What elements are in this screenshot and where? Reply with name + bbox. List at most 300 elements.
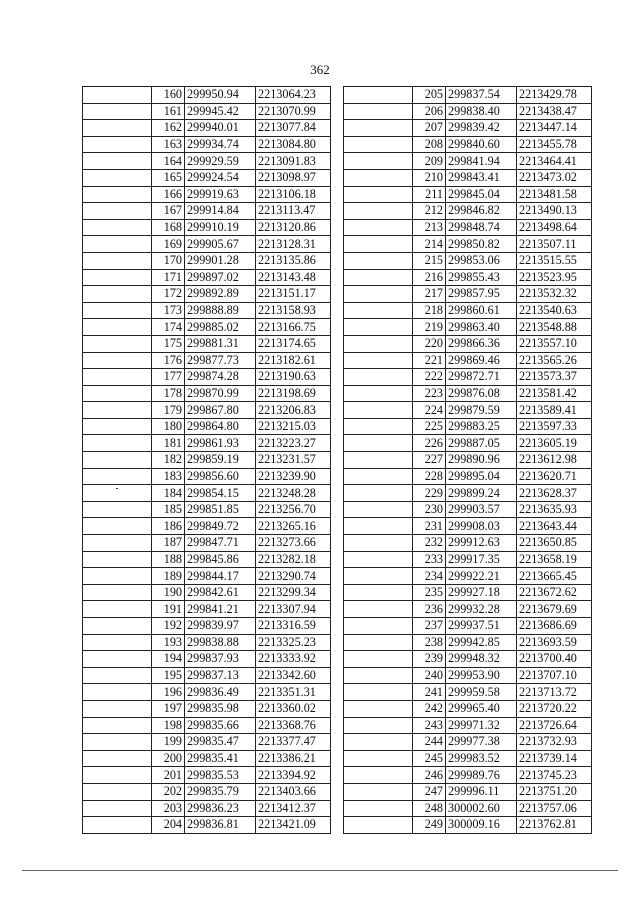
- x-coordinate-cell: 299888.89: [185, 302, 256, 319]
- y-coordinate-cell: 2213333.92: [256, 651, 331, 668]
- y-coordinate-cell: 2213490.13: [517, 203, 592, 220]
- y-coordinate-cell: 2213386.21: [256, 750, 331, 767]
- point-number-cell: 245: [413, 750, 446, 767]
- blank-cell: [83, 717, 152, 734]
- table-row: [83, 219, 331, 236]
- table-row: [83, 385, 331, 402]
- table-row: [344, 153, 592, 170]
- table-row: [344, 485, 592, 502]
- blank-cell: [344, 186, 413, 203]
- blank-cell: [344, 435, 413, 452]
- y-coordinate-cell: 2213256.70: [256, 501, 331, 518]
- x-coordinate-cell: 299890.96: [446, 452, 517, 469]
- table-row: [344, 252, 592, 269]
- point-number-cell: 236: [413, 601, 446, 618]
- x-coordinate-cell: 299836.23: [185, 800, 256, 817]
- y-coordinate-cell: 2213498.64: [517, 219, 592, 236]
- table-row: [344, 335, 592, 352]
- x-coordinate-cell: 299895.04: [446, 468, 517, 485]
- x-coordinate-cell: 299853.06: [446, 252, 517, 269]
- table-row: [83, 535, 331, 552]
- x-coordinate-cell: 299836.49: [185, 684, 256, 701]
- y-coordinate-cell: 2213751.20: [517, 783, 592, 800]
- table-row: [344, 286, 592, 303]
- point-number-cell: 201: [152, 767, 185, 784]
- point-number-cell: 225: [413, 418, 446, 435]
- point-number-cell: 210: [413, 169, 446, 186]
- y-coordinate-cell: 2213713.72: [517, 684, 592, 701]
- y-coordinate-cell: 2213628.37: [517, 485, 592, 502]
- x-coordinate-cell: 300002.60: [446, 800, 517, 817]
- blank-cell: [344, 651, 413, 668]
- table-row: [83, 468, 331, 485]
- blank-cell: [344, 601, 413, 618]
- y-coordinate-cell: 2213548.88: [517, 319, 592, 336]
- table-row: [83, 186, 331, 203]
- y-coordinate-cell: 2213307.94: [256, 601, 331, 618]
- blank-cell: [344, 87, 413, 104]
- table-row: [344, 452, 592, 469]
- table-row: [83, 402, 331, 419]
- y-coordinate-cell: 2213473.02: [517, 169, 592, 186]
- point-number-cell: 221: [413, 352, 446, 369]
- blank-cell: [344, 352, 413, 369]
- table-row: [83, 352, 331, 369]
- x-coordinate-cell: 299835.47: [185, 734, 256, 751]
- y-coordinate-cell: 2213128.31: [256, 236, 331, 253]
- y-coordinate-cell: 2213206.83: [256, 402, 331, 419]
- blank-cell: [344, 584, 413, 601]
- table-row: [344, 169, 592, 186]
- blank-cell: [344, 369, 413, 386]
- table-row: [83, 252, 331, 269]
- blank-cell: [83, 601, 152, 618]
- y-coordinate-cell: 2213421.09: [256, 817, 331, 834]
- blank-cell: [344, 700, 413, 717]
- table-row: [344, 800, 592, 817]
- x-coordinate-cell: 299912.63: [446, 535, 517, 552]
- table-row: [344, 684, 592, 701]
- y-coordinate-cell: 2213377.47: [256, 734, 331, 751]
- blank-cell: [344, 169, 413, 186]
- table-row: [83, 136, 331, 153]
- x-coordinate-cell: 299903.57: [446, 501, 517, 518]
- blank-cell: [344, 153, 413, 170]
- table-row: [83, 418, 331, 435]
- y-coordinate-cell: 2213447.14: [517, 120, 592, 137]
- blank-cell: [344, 418, 413, 435]
- point-number-cell: 197: [152, 700, 185, 717]
- x-coordinate-cell: 299857.95: [446, 286, 517, 303]
- point-number-cell: 174: [152, 319, 185, 336]
- point-number-cell: 215: [413, 252, 446, 269]
- blank-cell: [344, 767, 413, 784]
- point-number-cell: 168: [152, 219, 185, 236]
- y-coordinate-cell: 2213316.59: [256, 618, 331, 635]
- y-coordinate-cell: 2213070.99: [256, 103, 331, 120]
- point-number-cell: 214: [413, 236, 446, 253]
- x-coordinate-cell: 299877.73: [185, 352, 256, 369]
- x-coordinate-cell: 299959.58: [446, 684, 517, 701]
- point-number-cell: 233: [413, 551, 446, 568]
- point-number-cell: 217: [413, 286, 446, 303]
- blank-cell: [83, 568, 152, 585]
- x-coordinate-cell: 299927.18: [446, 584, 517, 601]
- table-row: [83, 750, 331, 767]
- x-coordinate-cell: 299856.60: [185, 468, 256, 485]
- table-row: [83, 203, 331, 220]
- x-coordinate-cell: 299971.32: [446, 717, 517, 734]
- blank-cell: [83, 800, 152, 817]
- table-row: [344, 634, 592, 651]
- point-number-cell: 249: [413, 817, 446, 834]
- y-coordinate-cell: 2213745.23: [517, 767, 592, 784]
- blank-cell: [83, 402, 152, 419]
- y-coordinate-cell: 2213686.69: [517, 618, 592, 635]
- blank-cell: [344, 518, 413, 535]
- x-coordinate-cell: 299953.90: [446, 667, 517, 684]
- y-coordinate-cell: 2213455.78: [517, 136, 592, 153]
- point-number-cell: 230: [413, 501, 446, 518]
- table-row: [83, 651, 331, 668]
- blank-cell: [83, 767, 152, 784]
- point-number-cell: 207: [413, 120, 446, 137]
- point-number-cell: 199: [152, 734, 185, 751]
- y-coordinate-cell: 2213265.16: [256, 518, 331, 535]
- blank-cell: [344, 717, 413, 734]
- point-number-cell: 179: [152, 402, 185, 419]
- table-row: [344, 783, 592, 800]
- point-number-cell: 234: [413, 568, 446, 585]
- x-coordinate-cell: 299885.02: [185, 319, 256, 336]
- point-number-cell: 181: [152, 435, 185, 452]
- x-coordinate-cell: 299838.88: [185, 634, 256, 651]
- point-number-cell: 163: [152, 136, 185, 153]
- table-row: [83, 335, 331, 352]
- y-coordinate-cell: 2213198.69: [256, 385, 331, 402]
- blank-cell: [83, 535, 152, 552]
- table-row: [83, 87, 331, 104]
- x-coordinate-cell: 299908.03: [446, 518, 517, 535]
- x-coordinate-cell: 299854.15: [185, 485, 256, 502]
- blank-cell: [344, 136, 413, 153]
- table-row: [83, 734, 331, 751]
- x-coordinate-cell: 299940.01: [185, 120, 256, 137]
- blank-cell: [83, 700, 152, 717]
- x-coordinate-cell: 299855.43: [446, 269, 517, 286]
- point-number-cell: 183: [152, 468, 185, 485]
- y-coordinate-cell: 2213679.69: [517, 601, 592, 618]
- table-row: [344, 385, 592, 402]
- table-row: [344, 269, 592, 286]
- y-coordinate-cell: 2213540.63: [517, 302, 592, 319]
- point-number-cell: 184: [152, 485, 185, 502]
- blank-cell: [344, 783, 413, 800]
- y-coordinate-cell: 2213515.55: [517, 252, 592, 269]
- table-row: [83, 518, 331, 535]
- blank-cell: [83, 584, 152, 601]
- table-row: [83, 501, 331, 518]
- table-row: [344, 568, 592, 585]
- table-row: [83, 601, 331, 618]
- table-row: [83, 783, 331, 800]
- x-coordinate-cell: 299864.80: [185, 418, 256, 435]
- x-coordinate-cell: 299965.40: [446, 700, 517, 717]
- table-row: [344, 219, 592, 236]
- blank-cell: [344, 501, 413, 518]
- point-number-cell: 191: [152, 601, 185, 618]
- blank-cell: [344, 667, 413, 684]
- table-row: [344, 352, 592, 369]
- x-coordinate-cell: 299837.93: [185, 651, 256, 668]
- x-coordinate-cell: 299863.40: [446, 319, 517, 336]
- blank-cell: [344, 385, 413, 402]
- table-row: [344, 518, 592, 535]
- table-row: [344, 435, 592, 452]
- point-number-cell: 190: [152, 584, 185, 601]
- y-coordinate-cell: 2213325.23: [256, 634, 331, 651]
- y-coordinate-cell: 2213098.97: [256, 169, 331, 186]
- x-coordinate-cell: 299883.25: [446, 418, 517, 435]
- blank-cell: [344, 551, 413, 568]
- point-number-cell: 177: [152, 369, 185, 386]
- y-coordinate-cell: 2213739.14: [517, 750, 592, 767]
- table-row: [344, 203, 592, 220]
- blank-cell: [83, 684, 152, 701]
- y-coordinate-cell: 2213158.93: [256, 302, 331, 319]
- blank-cell: [83, 468, 152, 485]
- y-coordinate-cell: 2213732.93: [517, 734, 592, 751]
- x-coordinate-cell: 299937.51: [446, 618, 517, 635]
- table-row: [83, 169, 331, 186]
- blank-cell: [83, 153, 152, 170]
- blank-cell: [344, 120, 413, 137]
- point-number-cell: 166: [152, 186, 185, 203]
- y-coordinate-cell: 2213635.93: [517, 501, 592, 518]
- table-row: [344, 817, 592, 834]
- blank-cell: [83, 734, 152, 751]
- table-row: [344, 601, 592, 618]
- x-coordinate-cell: 300009.16: [446, 817, 517, 834]
- table-row: [83, 302, 331, 319]
- blank-cell: [344, 319, 413, 336]
- y-coordinate-cell: 2213174.65: [256, 335, 331, 352]
- table-row: [83, 236, 331, 253]
- x-coordinate-cell: 299881.31: [185, 335, 256, 352]
- y-coordinate-cell: 2213084.80: [256, 136, 331, 153]
- blank-cell: [83, 87, 152, 104]
- table-row: [344, 501, 592, 518]
- y-coordinate-cell: 2213342.60: [256, 667, 331, 684]
- x-coordinate-cell: 299835.41: [185, 750, 256, 767]
- y-coordinate-cell: 2213223.27: [256, 435, 331, 452]
- y-coordinate-cell: 2213700.40: [517, 651, 592, 668]
- x-coordinate-cell: 299905.67: [185, 236, 256, 253]
- blank-cell: [83, 120, 152, 137]
- y-coordinate-cell: 2213643.44: [517, 518, 592, 535]
- blank-cell: [344, 252, 413, 269]
- x-coordinate-cell: 299922.21: [446, 568, 517, 585]
- blank-cell: [83, 369, 152, 386]
- y-coordinate-cell: 2213597.33: [517, 418, 592, 435]
- x-coordinate-cell: 299838.40: [446, 103, 517, 120]
- x-coordinate-cell: 299861.93: [185, 435, 256, 452]
- blank-cell: [344, 219, 413, 236]
- table-row: [83, 369, 331, 386]
- x-coordinate-cell: 299835.79: [185, 783, 256, 800]
- y-coordinate-cell: 2213368.76: [256, 717, 331, 734]
- point-number-cell: 219: [413, 319, 446, 336]
- y-coordinate-cell: 2213412.37: [256, 800, 331, 817]
- x-coordinate-cell: 299851.85: [185, 501, 256, 518]
- table-row: [83, 584, 331, 601]
- point-number-cell: 189: [152, 568, 185, 585]
- table-row: [83, 551, 331, 568]
- y-coordinate-cell: 2213394.92: [256, 767, 331, 784]
- y-coordinate-cell: 2213351.31: [256, 684, 331, 701]
- x-coordinate-cell: 299910.19: [185, 219, 256, 236]
- blank-cell: [83, 186, 152, 203]
- point-number-cell: 228: [413, 468, 446, 485]
- page-number: 362: [310, 62, 330, 77]
- blank-cell: [83, 385, 152, 402]
- x-coordinate-cell: 299887.05: [446, 435, 517, 452]
- y-coordinate-cell: 2213532.32: [517, 286, 592, 303]
- y-coordinate-cell: 2213282.18: [256, 551, 331, 568]
- point-number-cell: 248: [413, 800, 446, 817]
- table-row: [83, 319, 331, 336]
- y-coordinate-cell: 2213707.10: [517, 667, 592, 684]
- point-number-cell: 161: [152, 103, 185, 120]
- x-coordinate-cell: 299989.76: [446, 767, 517, 784]
- point-number-cell: 193: [152, 634, 185, 651]
- y-coordinate-cell: 2213523.95: [517, 269, 592, 286]
- table-row: [83, 153, 331, 170]
- x-coordinate-cell: 299848.74: [446, 219, 517, 236]
- x-coordinate-cell: 299841.21: [185, 601, 256, 618]
- point-number-cell: 216: [413, 269, 446, 286]
- x-coordinate-cell: 299867.80: [185, 402, 256, 419]
- point-number-cell: 172: [152, 286, 185, 303]
- blank-cell: [344, 452, 413, 469]
- table-row: [344, 468, 592, 485]
- point-number-cell: 208: [413, 136, 446, 153]
- blank-cell: [83, 103, 152, 120]
- blank-cell: [83, 618, 152, 635]
- table-row: [344, 103, 592, 120]
- table-row: [344, 535, 592, 552]
- point-number-cell: 164: [152, 153, 185, 170]
- x-coordinate-cell: 299839.42: [446, 120, 517, 137]
- x-coordinate-cell: 299844.17: [185, 568, 256, 585]
- y-coordinate-cell: 2213693.59: [517, 634, 592, 651]
- table-row: [83, 667, 331, 684]
- table-row: [344, 186, 592, 203]
- x-coordinate-cell: 299860.61: [446, 302, 517, 319]
- table-row: [344, 767, 592, 784]
- blank-cell: [83, 319, 152, 336]
- blank-cell: [83, 286, 152, 303]
- point-number-cell: 182: [152, 452, 185, 469]
- y-coordinate-cell: 2213182.61: [256, 352, 331, 369]
- y-coordinate-cell: 2213077.84: [256, 120, 331, 137]
- point-number-cell: 238: [413, 634, 446, 651]
- table-row: [83, 717, 331, 734]
- x-coordinate-cell: 299942.85: [446, 634, 517, 651]
- bottom-rule: [22, 870, 618, 871]
- blank-cell: [83, 750, 152, 767]
- table-row: [344, 402, 592, 419]
- point-number-cell: 185: [152, 501, 185, 518]
- y-coordinate-cell: 2213239.90: [256, 468, 331, 485]
- coordinates-table-left: [82, 86, 331, 834]
- x-coordinate-cell: 299845.86: [185, 551, 256, 568]
- point-number-cell: 240: [413, 667, 446, 684]
- point-number-cell: 229: [413, 485, 446, 502]
- point-number-cell: 241: [413, 684, 446, 701]
- point-number-cell: 231: [413, 518, 446, 535]
- table-row: [344, 667, 592, 684]
- y-coordinate-cell: 2213064.23: [256, 87, 331, 104]
- x-coordinate-cell: 299835.53: [185, 767, 256, 784]
- y-coordinate-cell: 2213464.41: [517, 153, 592, 170]
- point-number-cell: 187: [152, 535, 185, 552]
- y-coordinate-cell: 2213290.74: [256, 568, 331, 585]
- x-coordinate-cell: 299842.61: [185, 584, 256, 601]
- point-number-cell: 205: [413, 87, 446, 104]
- table-row: [83, 485, 331, 502]
- x-coordinate-cell: 299924.54: [185, 169, 256, 186]
- point-number-cell: 200: [152, 750, 185, 767]
- y-coordinate-cell: 2213581.42: [517, 385, 592, 402]
- point-number-cell: 171: [152, 269, 185, 286]
- y-coordinate-cell: 2213762.81: [517, 817, 592, 834]
- blank-cell: [83, 236, 152, 253]
- x-coordinate-cell: 299836.81: [185, 817, 256, 834]
- y-coordinate-cell: 2213665.45: [517, 568, 592, 585]
- blank-cell: [83, 551, 152, 568]
- blank-cell: [83, 452, 152, 469]
- table-row: [344, 120, 592, 137]
- x-coordinate-cell: 299872.71: [446, 369, 517, 386]
- point-number-cell: 218: [413, 302, 446, 319]
- x-coordinate-cell: 299841.94: [446, 153, 517, 170]
- blank-cell: [83, 136, 152, 153]
- x-coordinate-cell: 299948.32: [446, 651, 517, 668]
- y-coordinate-cell: 2213438.47: [517, 103, 592, 120]
- table-row: [83, 435, 331, 452]
- table-row: [83, 800, 331, 817]
- blank-cell: [344, 335, 413, 352]
- table-row: [344, 236, 592, 253]
- blank-cell: [344, 817, 413, 834]
- blank-cell: [83, 634, 152, 651]
- table-row: [83, 618, 331, 635]
- point-number-cell: 186: [152, 518, 185, 535]
- x-coordinate-cell: 299932.28: [446, 601, 517, 618]
- blank-cell: [344, 618, 413, 635]
- table-row: [344, 700, 592, 717]
- x-coordinate-cell: 299929.59: [185, 153, 256, 170]
- table-row: [83, 767, 331, 784]
- table-row: [83, 452, 331, 469]
- y-coordinate-cell: 2213360.02: [256, 700, 331, 717]
- x-coordinate-cell: 299843.41: [446, 169, 517, 186]
- x-coordinate-cell: 299859.19: [185, 452, 256, 469]
- x-coordinate-cell: 299914.84: [185, 203, 256, 220]
- table-row: [83, 568, 331, 585]
- table-row: [344, 651, 592, 668]
